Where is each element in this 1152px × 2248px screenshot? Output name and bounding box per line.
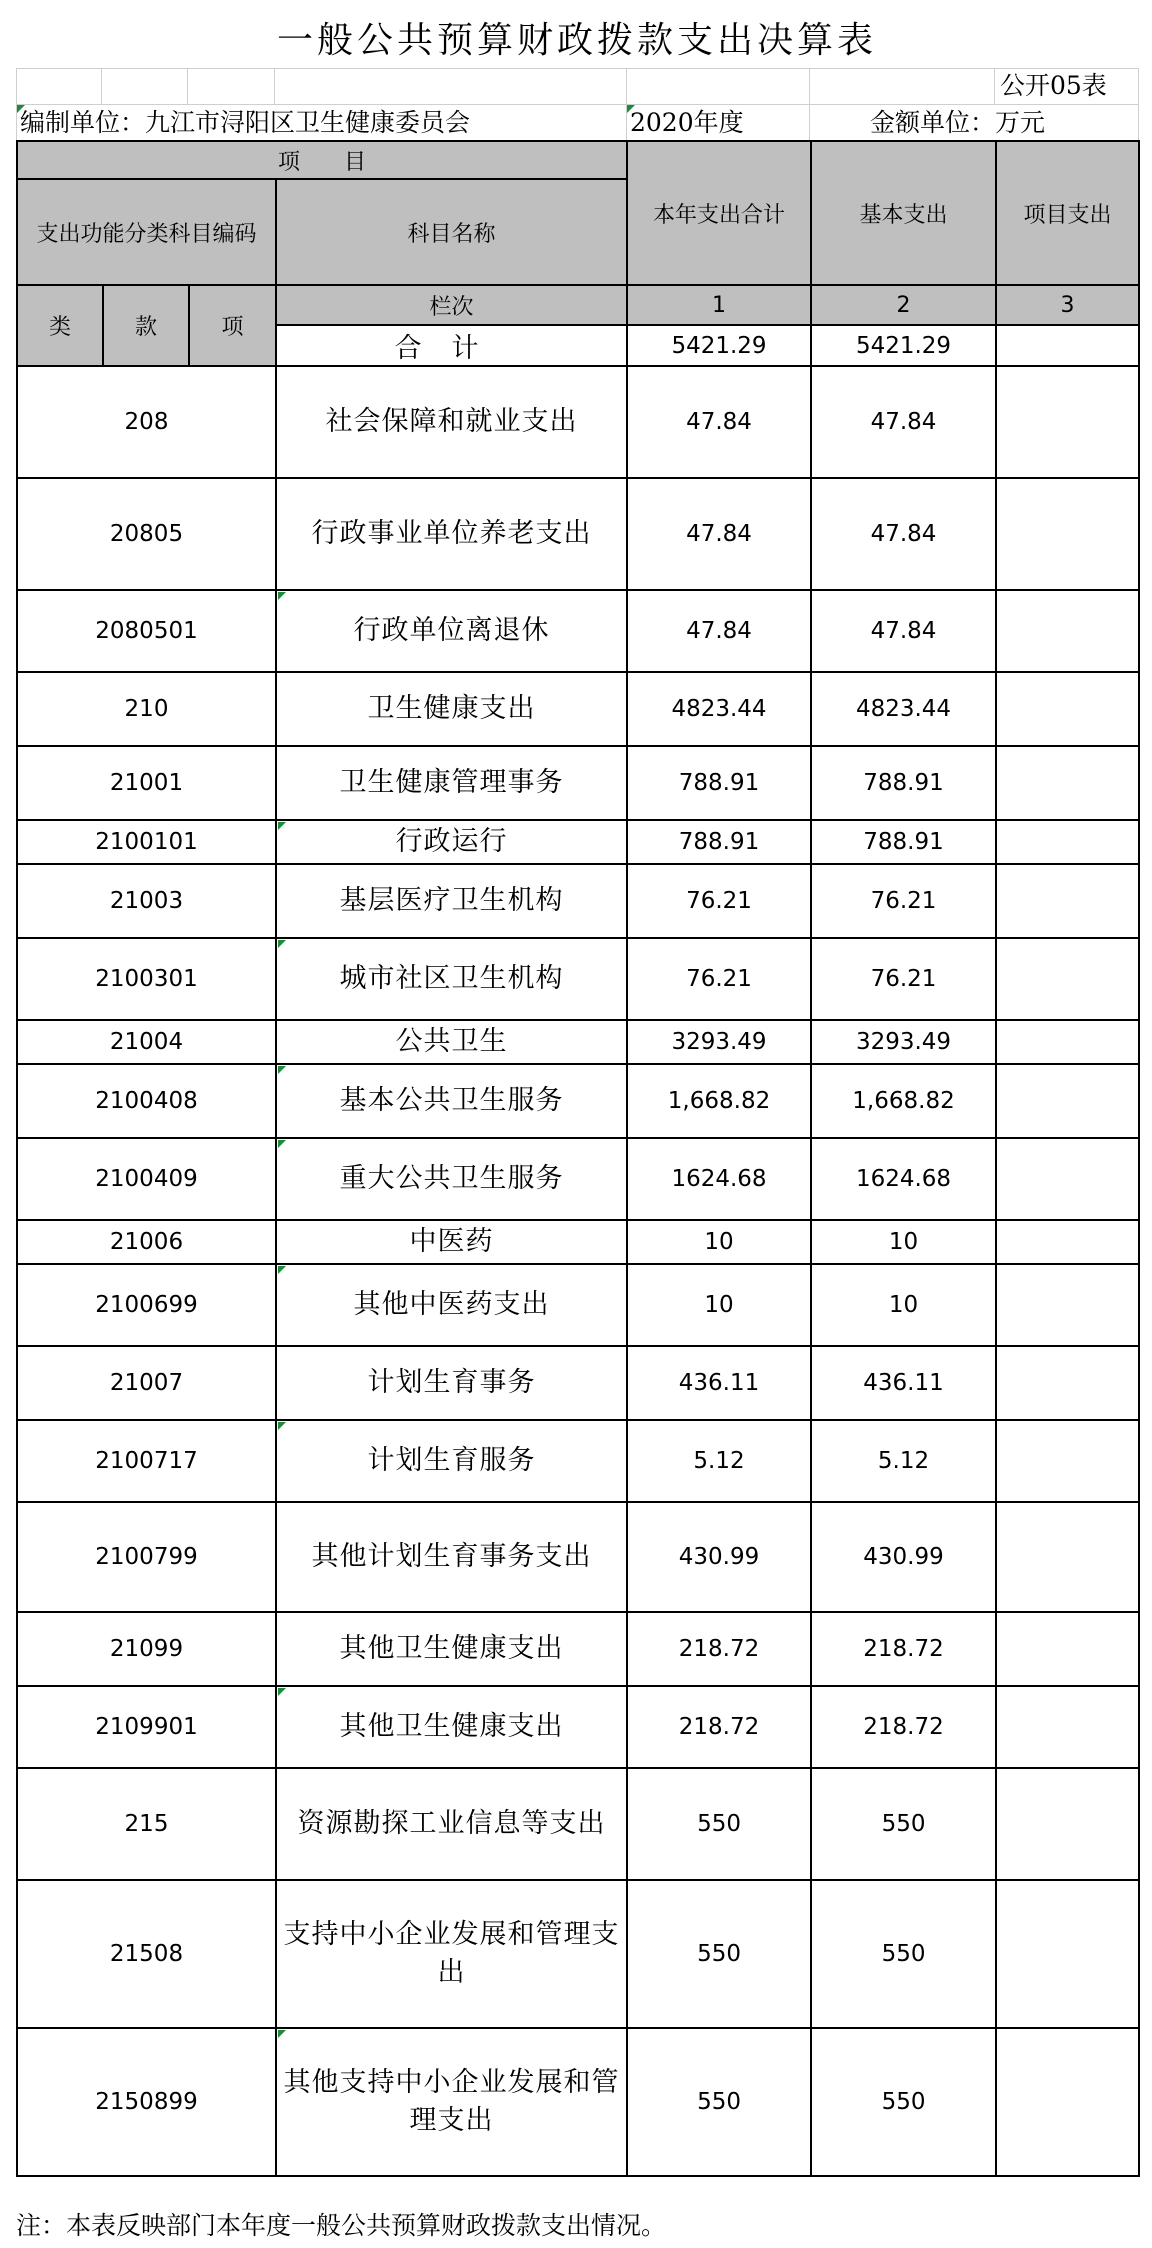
- row-code: 2109901: [17, 1686, 276, 1768]
- row-project-amount: [996, 938, 1139, 1020]
- row-subject-name: [276, 1064, 627, 1138]
- row-code: 21001: [17, 746, 276, 820]
- row-basic-amount: 550: [811, 1880, 996, 2028]
- row-subject-name: 资源勘探工业信息等支出: [276, 1768, 627, 1880]
- row-total-amount: 788.91: [627, 746, 811, 820]
- row-project-amount: [996, 1502, 1139, 1612]
- comment-marker-icon: [278, 1422, 286, 1430]
- row-code: 215: [17, 1768, 276, 1880]
- row-project-amount: [996, 366, 1139, 478]
- comment-marker-icon: [278, 940, 286, 948]
- total-label: 合计: [276, 325, 627, 366]
- row-code: 2100699: [17, 1264, 276, 1346]
- row-subject-name-text: 行政单位离退休: [353, 615, 550, 646]
- table-row: [17, 1138, 1139, 1220]
- table-row: [17, 1420, 1139, 1502]
- footnote: 注：本表反映部门本年度一般公共预算财政拨款支出情况。: [16, 2211, 667, 2240]
- row-project-amount: [996, 1346, 1139, 1420]
- row-project-amount: [996, 864, 1139, 938]
- row-basic-amount: 4823.44: [811, 672, 996, 746]
- table-row: [17, 590, 1139, 672]
- comment-marker-icon: [278, 592, 286, 600]
- row-basic-amount: 10: [811, 1264, 996, 1346]
- header-col-3: 3: [996, 285, 1139, 325]
- row-basic-amount: 76.21: [811, 938, 996, 1020]
- row-total-amount: 430.99: [627, 1502, 811, 1612]
- header-col-2: 2: [811, 285, 996, 325]
- row-project-amount: [996, 820, 1139, 864]
- row-code: 20805: [17, 478, 276, 590]
- comment-marker-icon: [278, 1688, 286, 1696]
- row-subject-name-text: 基本公共卫生服务: [339, 1085, 564, 1116]
- report-title: 一般公共预算财政拨款支出决算表: [276, 20, 877, 61]
- row-total-amount: 47.84: [627, 478, 811, 590]
- comment-marker-icon: [278, 2030, 286, 2038]
- row-basic-amount: 47.84: [811, 478, 996, 590]
- comment-marker-icon: [627, 105, 635, 113]
- row-code: 21006: [17, 1220, 276, 1264]
- row-subject-name: 其他计划生育事务支出: [276, 1502, 627, 1612]
- row-total-amount: 1624.68: [627, 1138, 811, 1220]
- table-row: [17, 478, 1139, 590]
- sheet-gridline: [16, 68, 17, 140]
- row-subject-name: 其他卫生健康支出: [276, 1612, 627, 1686]
- row-basic-amount: 436.11: [811, 1346, 996, 1420]
- row-project-amount: [996, 672, 1139, 746]
- row-subject-name: [276, 938, 627, 1020]
- row-subject-name-text: 其他支持中小企业发展和管理支出: [283, 2067, 620, 2136]
- row-subject-name: [276, 590, 627, 672]
- row-project-amount: [996, 2028, 1139, 2176]
- total-basic: 5421.29: [811, 325, 996, 366]
- header-lanci: 栏次: [276, 285, 627, 325]
- row-total-amount: 5.12: [627, 1420, 811, 1502]
- total-project: [996, 325, 1139, 366]
- row-subject-name: 公共卫生: [276, 1020, 627, 1064]
- row-code: 21004: [17, 1020, 276, 1064]
- row-code: 208: [17, 366, 276, 478]
- table-row: [17, 1612, 1139, 1686]
- row-project-amount: [996, 1138, 1139, 1220]
- sheet-gridline: [1138, 68, 1139, 140]
- header-item: 项 目: [17, 141, 627, 179]
- row-project-amount: [996, 1420, 1139, 1502]
- expenditure-table: [16, 140, 1140, 2177]
- comment-marker-icon: [278, 822, 286, 830]
- row-code: 21099: [17, 1612, 276, 1686]
- row-subject-name: [276, 2028, 627, 2176]
- row-code: 2150899: [17, 2028, 276, 2176]
- fiscal-year: 2020年度: [630, 108, 744, 137]
- row-total-amount: 3293.49: [627, 1020, 811, 1064]
- row-basic-amount: 1,668.82: [811, 1064, 996, 1138]
- header-lei: 类: [17, 285, 103, 366]
- table-row: [17, 938, 1139, 1020]
- sheet-gridline: [274, 68, 275, 104]
- row-total-amount: 550: [627, 2028, 811, 2176]
- table-row: [17, 820, 1139, 864]
- row-subject-name: [276, 820, 627, 864]
- table-row: [17, 864, 1139, 938]
- row-subject-name: 行政事业单位养老支出: [276, 478, 627, 590]
- table-row: [17, 1768, 1139, 1880]
- row-basic-amount: 47.84: [811, 590, 996, 672]
- row-project-amount: [996, 590, 1139, 672]
- row-basic-amount: 218.72: [811, 1612, 996, 1686]
- row-basic-amount: 76.21: [811, 864, 996, 938]
- row-code: 2080501: [17, 590, 276, 672]
- row-subject-name: [276, 1686, 627, 1768]
- comment-marker-icon: [278, 1066, 286, 1074]
- row-subject-name-text: 行政运行: [395, 826, 508, 857]
- row-code: 21003: [17, 864, 276, 938]
- row-basic-amount: 1624.68: [811, 1138, 996, 1220]
- row-project-amount: [996, 1264, 1139, 1346]
- row-subject-name: 卫生健康支出: [276, 672, 627, 746]
- row-basic-amount: 550: [811, 2028, 996, 2176]
- sheet-gridline: [101, 68, 102, 104]
- sheet-gridline: [626, 68, 627, 140]
- sheet-gridline: [809, 68, 810, 140]
- row-total-amount: 1,668.82: [627, 1064, 811, 1138]
- row-basic-amount: 10: [811, 1220, 996, 1264]
- table-row: [17, 2028, 1139, 2176]
- comment-marker-icon: [17, 105, 25, 113]
- table-row: [17, 1064, 1139, 1138]
- row-basic-amount: 430.99: [811, 1502, 996, 1612]
- table-row: [17, 1220, 1139, 1264]
- row-project-amount: [996, 1686, 1139, 1768]
- compiling-unit: 编制单位：九江市浔阳区卫生健康委员会: [20, 108, 471, 137]
- row-subject-name: 基层医疗卫生机构: [276, 864, 627, 938]
- row-code: 21007: [17, 1346, 276, 1420]
- row-subject-name: [276, 1420, 627, 1502]
- row-total-amount: 218.72: [627, 1612, 811, 1686]
- header-subject-name: 科目名称: [276, 179, 627, 285]
- row-subject-name-text: 其他中医药支出: [353, 1289, 550, 1320]
- row-subject-name: [276, 1138, 627, 1220]
- row-subject-name-text: 计划生育服务: [367, 1445, 536, 1476]
- row-basic-amount: 5.12: [811, 1420, 996, 1502]
- row-project-amount: [996, 746, 1139, 820]
- header-basic-column: 基本支出: [811, 141, 996, 285]
- table-row: [17, 1264, 1139, 1346]
- row-basic-amount: 3293.49: [811, 1020, 996, 1064]
- table-code: 公开05表: [1000, 71, 1107, 100]
- row-code: 2100799: [17, 1502, 276, 1612]
- row-basic-amount: 788.91: [811, 746, 996, 820]
- table-row: [17, 1020, 1139, 1064]
- row-code: 2100717: [17, 1420, 276, 1502]
- table-row: [17, 1686, 1139, 1768]
- row-basic-amount: 788.91: [811, 820, 996, 864]
- amount-unit: 金额单位：万元: [870, 108, 1046, 137]
- row-total-amount: 788.91: [627, 820, 811, 864]
- header-total-column: 本年支出合计: [627, 141, 811, 285]
- comment-marker-icon: [278, 1266, 286, 1274]
- table-row: [17, 746, 1139, 820]
- row-subject-name: 社会保障和就业支出: [276, 366, 627, 478]
- sheet-gridline: [16, 104, 1138, 105]
- row-subject-name-text: 城市社区卫生机构: [339, 963, 564, 994]
- header-xiang: 项: [189, 285, 276, 366]
- row-total-amount: 436.11: [627, 1346, 811, 1420]
- row-basic-amount: 218.72: [811, 1686, 996, 1768]
- row-code: 2100101: [17, 820, 276, 864]
- row-subject-name-text: 重大公共卫生服务: [339, 1163, 564, 1194]
- row-project-amount: [996, 1880, 1139, 2028]
- header-function-code: 支出功能分类科目编码: [17, 179, 276, 285]
- row-total-amount: 550: [627, 1768, 811, 1880]
- row-total-amount: 76.21: [627, 864, 811, 938]
- row-basic-amount: 550: [811, 1768, 996, 1880]
- comment-marker-icon: [278, 1140, 286, 1148]
- row-code: 21508: [17, 1880, 276, 2028]
- row-subject-name-text: 其他卫生健康支出: [339, 1711, 564, 1742]
- row-project-amount: [996, 1220, 1139, 1264]
- row-code: 210: [17, 672, 276, 746]
- header-col-1: 1: [627, 285, 811, 325]
- row-project-amount: [996, 1612, 1139, 1686]
- row-total-amount: 47.84: [627, 366, 811, 478]
- row-project-amount: [996, 1020, 1139, 1064]
- row-total-amount: 550: [627, 1880, 811, 2028]
- table-row: [17, 366, 1139, 478]
- row-code: 2100409: [17, 1138, 276, 1220]
- sheet-gridline: [16, 68, 1138, 69]
- header-kuan: 款: [103, 285, 189, 366]
- row-total-amount: 47.84: [627, 590, 811, 672]
- row-subject-name: 支持中小企业发展和管理支出: [276, 1880, 627, 2028]
- table-row: [17, 672, 1139, 746]
- row-code: 2100408: [17, 1064, 276, 1138]
- table-row: [17, 1346, 1139, 1420]
- row-project-amount: [996, 478, 1139, 590]
- table-row: [17, 1880, 1139, 2028]
- row-project-amount: [996, 1768, 1139, 1880]
- row-total-amount: 218.72: [627, 1686, 811, 1768]
- row-subject-name: [276, 1264, 627, 1346]
- header-project-column: 项目支出: [996, 141, 1139, 285]
- row-total-amount: 10: [627, 1220, 811, 1264]
- row-code: 2100301: [17, 938, 276, 1020]
- row-subject-name: 卫生健康管理事务: [276, 746, 627, 820]
- row-basic-amount: 47.84: [811, 366, 996, 478]
- sheet-gridline: [187, 68, 188, 104]
- row-total-amount: 10: [627, 1264, 811, 1346]
- row-project-amount: [996, 1064, 1139, 1138]
- total-amount: 5421.29: [627, 325, 811, 366]
- table-row: [17, 1502, 1139, 1612]
- sheet-gridline: [994, 68, 995, 104]
- row-subject-name: 中医药: [276, 1220, 627, 1264]
- row-total-amount: 76.21: [627, 938, 811, 1020]
- row-total-amount: 4823.44: [627, 672, 811, 746]
- row-subject-name: 计划生育事务: [276, 1346, 627, 1420]
